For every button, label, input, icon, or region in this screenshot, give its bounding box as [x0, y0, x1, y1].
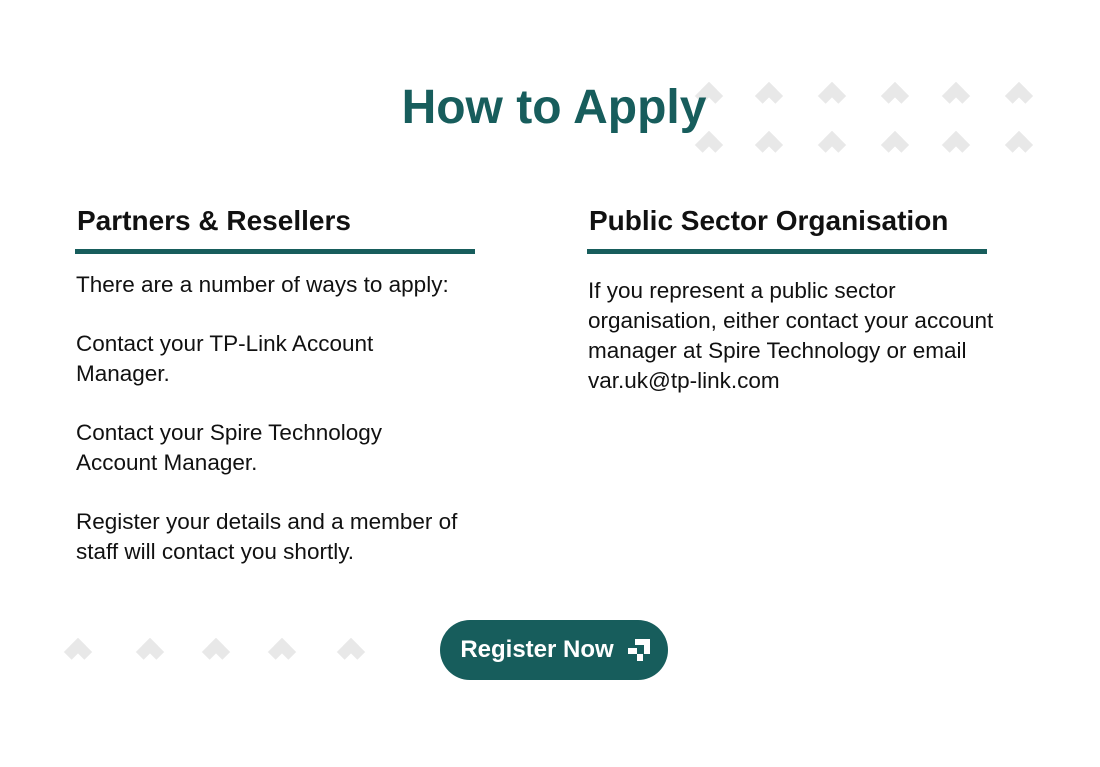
page-title: How to Apply	[401, 81, 707, 134]
chevron-up-icon	[881, 131, 909, 159]
chevron-up-icon	[942, 131, 970, 159]
chevron-up-icon	[136, 638, 164, 666]
partners-intro: There are a number of ways to apply:	[76, 272, 449, 297]
chevron-up-icon	[818, 131, 846, 159]
public-sector-heading-underline	[587, 249, 987, 254]
partners-body	[75, 270, 535, 567]
partners-option-register: Register your details and a member of staff will contact you shortly.	[76, 509, 458, 564]
chevron-up-icon	[64, 638, 92, 666]
arrow-corner-icon	[626, 637, 652, 663]
public-sector-text: If you represent a public sector organisation, either contact your account manager at Spire Technology or email var.uk@tp-link.com	[588, 278, 994, 393]
chevron-up-icon	[755, 131, 783, 159]
partners-section	[75, 201, 535, 567]
chevron-up-icon	[202, 638, 230, 666]
public-sector-heading: Public Sector Organisation	[589, 205, 949, 236]
chevron-up-icon	[337, 638, 365, 666]
public-sector-body	[587, 276, 1018, 396]
partners-option-tp-link: Contact your TP-Link Account Manager.	[76, 331, 374, 386]
partners-heading-underline	[75, 249, 475, 254]
register-now-label: Register Now	[460, 636, 614, 663]
register-now-button[interactable]	[440, 620, 668, 680]
public-sector-section	[587, 201, 1027, 396]
partners-option-spire: Contact your Spire Technology Account Manager.	[76, 420, 383, 475]
partners-heading: Partners & Resellers	[77, 205, 351, 236]
chevron-up-icon	[268, 638, 296, 666]
chevron-up-icon	[1005, 131, 1033, 159]
chevron-up-icon	[695, 131, 723, 159]
